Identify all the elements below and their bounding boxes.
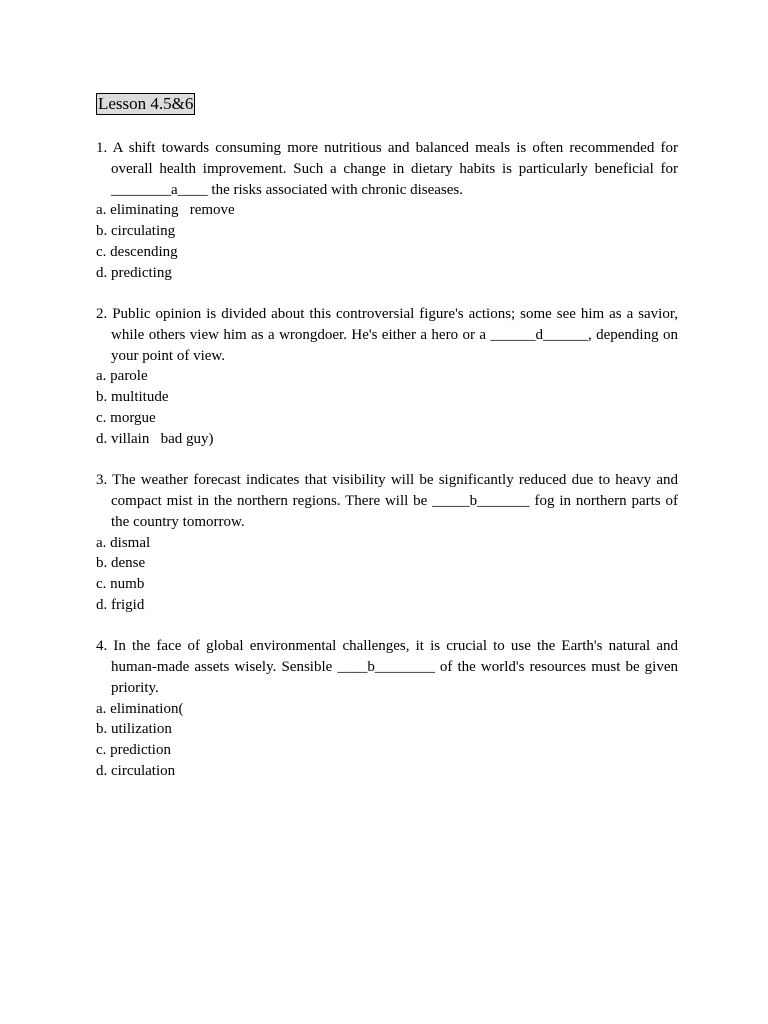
question-2-option-d: d. villain bad guy) (96, 430, 214, 447)
question-list (96, 138, 678, 782)
question-1-option-b: b. circulating (96, 223, 176, 240)
lesson-title: Lesson 4.5&6 (98, 94, 194, 113)
question-4-options (96, 699, 678, 782)
question-1-options (96, 200, 678, 283)
question-2-option-a: a. parole (96, 368, 148, 385)
question-1-stem: 1. A shift towards consuming more nutritious and balanced meals is often recommended for overall health improvement. Such a change in dietary habits is particularly beneficial for ________a____ the risks associated with chronic diseases. (96, 140, 678, 198)
question-1-option-a: a. eliminating remove (96, 202, 235, 219)
question-4-option-d: d. circulation (96, 763, 176, 780)
question-3-option-b: b. dense (96, 555, 146, 572)
question-3-option-a: a. dismal (96, 534, 151, 551)
question-3 (96, 470, 678, 616)
question-4-option-c: c. prediction (96, 742, 171, 759)
question-4 (96, 636, 678, 782)
question-3-option-c: c. numb (96, 576, 145, 593)
question-2-option-c: c. morgue (96, 410, 156, 427)
question-2 (96, 304, 678, 450)
question-4-stem: 4. In the face of global environmental challenges, it is crucial to use the Earth's natural and human-made assets wisely. Sensible ____b________ of the world's resources must be given priority. (96, 638, 678, 696)
question-3-stem: 3. The weather forecast indicates that visibility will be significantly reduced due to heavy and compact mist in the northern regions. There will be _____b_______ fog in northern parts of the country tomorrow. (96, 472, 678, 530)
question-1-option-c: c. descending (96, 243, 178, 260)
question-2-option-b: b. multitude (96, 389, 169, 406)
question-4-option-a: a. elimination( (96, 700, 184, 717)
question-1-option-d: d. predicting (96, 264, 172, 281)
question-3-options (96, 533, 678, 616)
question-2-stem: 2. Public opinion is divided about this controversial figure's actions; some see him as a savior, while others view him as a wrongdoer. He's either a hero or a ______d______, depending on your point of view. (96, 306, 678, 364)
question-2-options (96, 366, 678, 449)
document-page (96, 93, 678, 802)
question-4-option-b: b. utilization (96, 721, 172, 738)
question-3-option-d: d. frigid (96, 596, 145, 613)
question-1 (96, 138, 678, 284)
